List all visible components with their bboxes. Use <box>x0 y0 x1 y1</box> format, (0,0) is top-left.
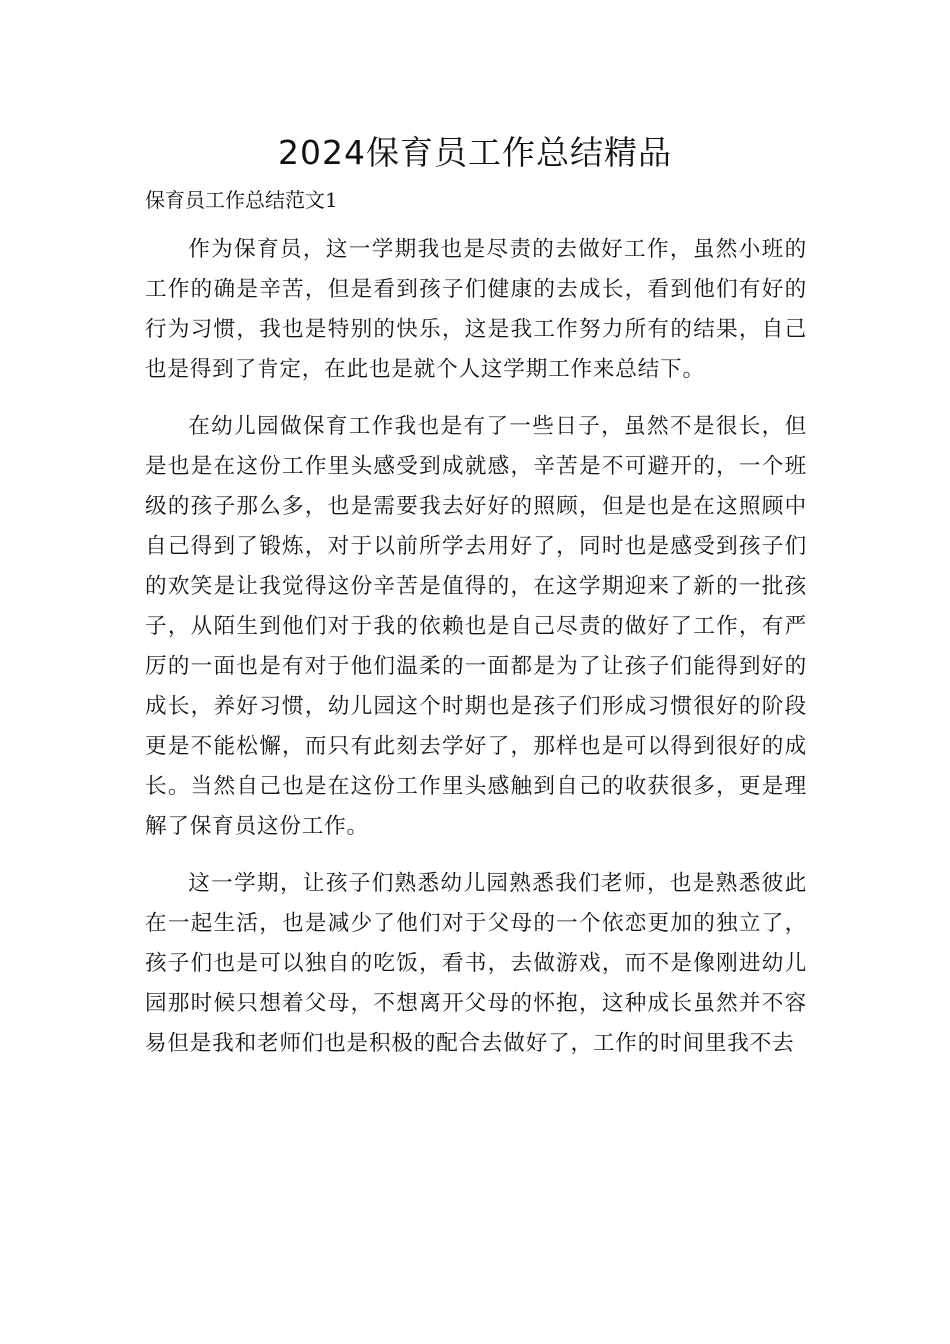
paragraph-1: 作为保育员，这一学期我也是尽责的去做好工作，虽然小班的工作的确是辛苦，但是看到孩子们健康的去成长，看到他们有好的行为习惯，我也是特别的快乐，这是我工作努力所有的结果，自己也是得到了肯定，在此也是就个人这学期工作来总结下。 <box>145 237 807 382</box>
paragraph-2: 在幼儿园做保育工作我也是有了一些日子，虽然不是很长，但是也是在这份工作里头感受到成就感，辛苦是不可避开的，一个班级的孩子那么多，也是需要我去好好的照顾，但是也是在这照顾中自己得到了锻炼，对于以前所学去用好了，同时也是感受到孩子们的欢笑是让我觉得这份辛苦是值得的，在这学期迎来了新的一批孩子，从陌生到他们对于我的依赖也是自己尽责的做好了工作，有严厉的一面也是有对于他们温柔的一面都是为了让孩子们能得到好的成长，养好习惯，幼儿园这个时期也是孩子们形成习惯很好的阶段更是不能松懈，而只有此刻去学好了，那样也是可以得到很好的成长。当然自己也是在这份工作里头感触到自己的收获很多，更是理解了保育员这份工作。 <box>145 414 807 839</box>
section-heading: 保育员工作总结范文1 <box>145 188 338 212</box>
paragraph-3: 这一学期，让孩子们熟悉幼儿园熟悉我们老师，也是熟悉彼此在一起生活，也是减少了他们对于父母的一个依恋更加的独立了，孩子们也是可以独自的吃饭，看书，去做游戏，而不是像刚进幼儿园那时候只想着父母，不想离开父母的怀抱，这种成长虽然并不容易但是我和老师们也是积极的配合去做好了，工作的时间里我不去 <box>145 871 807 1056</box>
document-title: 2024保育员工作总结精品 <box>278 133 672 172</box>
document-body <box>145 230 807 1081</box>
